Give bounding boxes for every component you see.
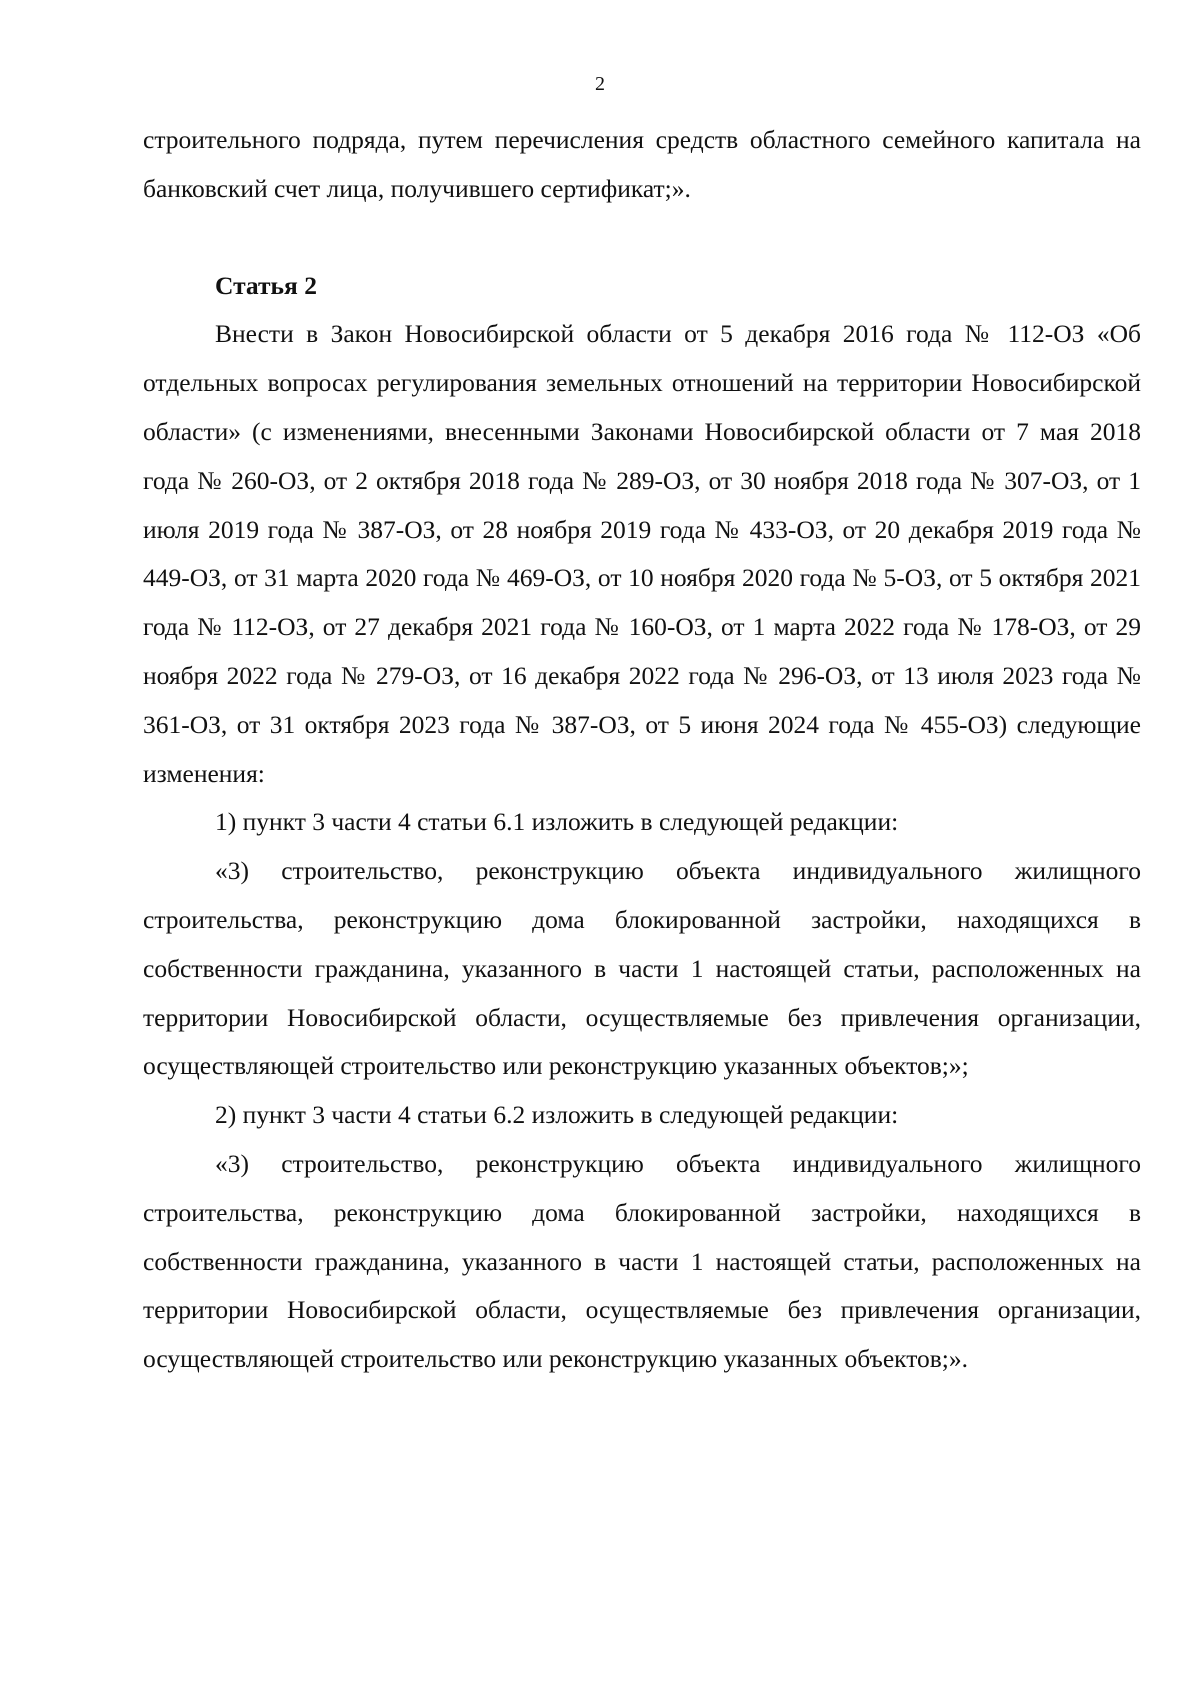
paragraph-item-1-text: «3) строительство, реконструкцию объекта индивидуального жилищного строительства, реконструкцию дома блокированной застройки, находящихся в собственности гражданина, указанного в части 1 настоящей статьи, расположенных на территории Новосибирской области, осуществляемые без привлечения организации, осуществляющей строительство или реконструкцию указанных объектов;»; xyxy=(143,856,1141,1081)
paragraph-continuation: строительного подряда, путем перечисления средств областного семейного капитала на банковский счет лица, получившего сертификат;». xyxy=(143,125,1141,203)
article-heading: Статья 2 xyxy=(215,270,317,300)
paragraph-item-2: 2) пункт 3 части 4 статьи 6.2 изложить в следующей редакции: xyxy=(215,1100,899,1130)
page-number: 2 xyxy=(595,73,605,95)
paragraph-item-2-text: «3) строительство, реконструкцию объекта индивидуального жилищного строительства, реконструкцию дома блокированной застройки, находящихся в собственности гражданина, указанного в части 1 настоящей статьи, расположенных на территории Новосибирской области, осуществляемые без привлечения организации, осуществляющей строительство или реконструкцию указанных объектов;». xyxy=(143,1148,1141,1374)
paragraph-amendment-intro: Внести в Закон Новосибирской области от 5 декабря 2016 года № 112-ОЗ «Об отдельных вопросах регулирования земельных отношений на территории Новосибирской области» (с изменениями, внесенными Законами Новосибирской области от 7 мая 2018 года № 260-ОЗ, от 2 октября 2018 года № 289-ОЗ, от 30 ноября 2018 года № 307-ОЗ, от 1 июля 2019 года № 387-ОЗ, от 28 ноября 2019 года № 433-ОЗ, от 20 декабря 2019 года № 449-ОЗ, от 31 марта 2020 года № 469-ОЗ, от 10 ноября 2020 года № 5-ОЗ, от 5 октября 2021 года № 112-ОЗ, от 27 декабря 2021 года № 160-ОЗ, от 1 марта 2022 года № 178-ОЗ, от 29 ноября 2022 года № 279-ОЗ, от 16 декабря 2022 года № 296-ОЗ, от 13 июля 2023 года № 361-ОЗ, от 31 октября 2023 года № 387-ОЗ, от 5 июня 2024 года № 455-ОЗ) следующие изменения: xyxy=(143,319,1141,788)
paragraph-item-1: 1) пункт 3 части 4 статьи 6.1 изложить в следующей редакции: xyxy=(215,807,899,837)
document-body xyxy=(143,116,1141,1384)
